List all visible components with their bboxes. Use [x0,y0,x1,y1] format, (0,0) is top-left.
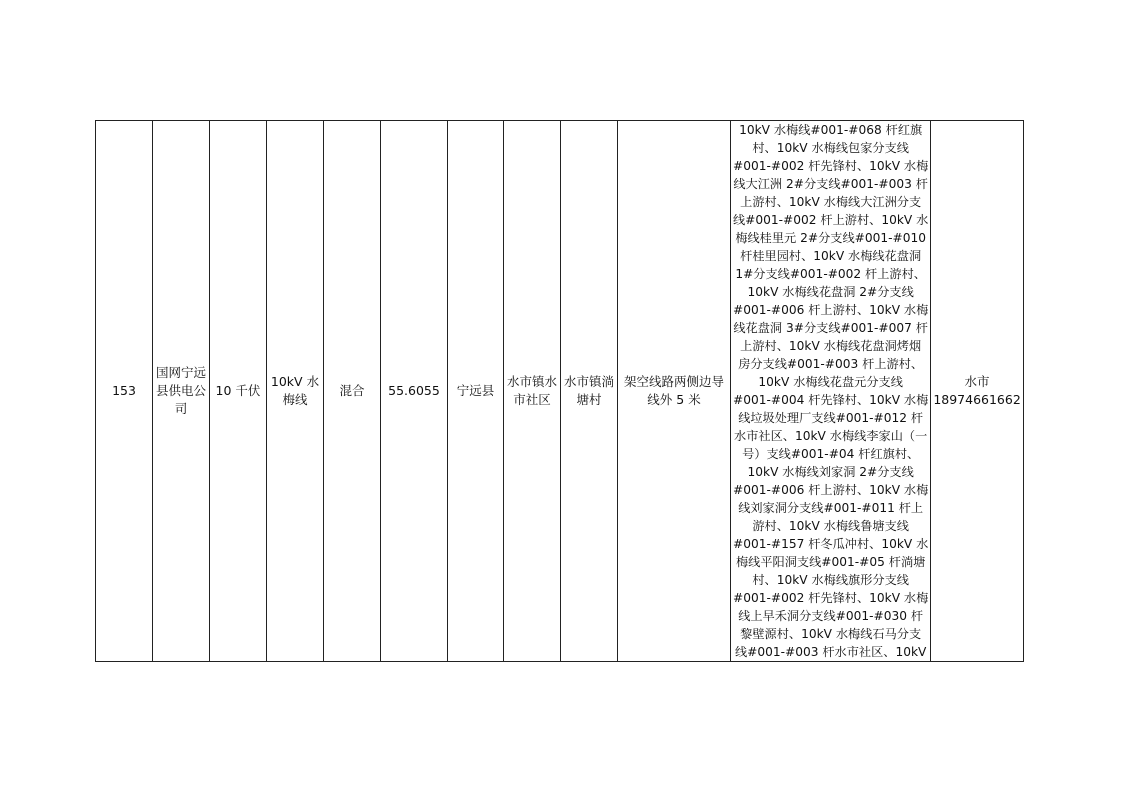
route-line: 梅线桂里元 2#分支线#001-#010 [735,231,926,246]
cell-length: 55.6055 [381,121,448,662]
route-line: 线上早禾洞分支线#001-#030 杆 [738,609,924,624]
cell-county: 宁远县 [448,121,504,662]
cell-contact: 水市 18974661662 [931,121,1023,662]
route-line: 线刘家洞分支线#001-#011 杆上 [738,501,924,516]
route-line: 梅线平阳洞支线#001-#05 杆淌塘 [735,555,926,570]
route-line: 村、10kV 水梅线包家分支线 [752,141,909,156]
cell-village: 水市镇淌 塘村 [561,121,618,662]
route-line: 线垃圾处理厂支线#001-#012 杆 [738,411,924,426]
route-line: 上游村、10kV 水梅线花盘洞烤烟 [740,339,922,354]
route-line: #001-#004 杆先锋村、10kV 水梅 [733,393,929,408]
cell-type: 混合 [324,121,381,662]
route-line: 10kV 水梅线花盘洞 2#分支线 [747,285,914,300]
route-line: 1#分支线#001-#002 杆上游村、 [735,267,926,282]
route-line: 村、10kV 水梅线旗形分支线 [752,573,909,588]
route-line: 上游村、10kV 水梅线大江洲分支 [740,195,922,210]
route-line: 房分支线#001-#003 杆上游村、 [738,357,924,372]
cell-scope: 架空线路两侧边导 线外 5 米 [618,121,731,662]
route-line: 线#001-#002 杆上游村、10kV 水 [733,213,929,228]
route-line: 10kV 水梅线刘家洞 2#分支线 [747,465,914,480]
cell-company: 国网宁远 县供电公 司 [153,121,210,662]
cell-line-name: 10kV 水 梅线 [267,121,324,662]
route-line: #001-#002 杆先锋村、10kV 水梅 [733,159,929,174]
route-line: 号）支线#001-#04 杆红旗村、 [742,447,920,462]
cell-index: 153 [96,121,153,662]
route-line: 线大江洲 2#分支线#001-#003 杆 [733,177,928,192]
route-line: 线花盘洞 3#分支线#001-#007 杆 [733,321,928,336]
power-line-table [95,120,1024,662]
route-line: #001-#002 杆先锋村、10kV 水梅 [733,591,929,606]
route-line: 10kV 水梅线花盘元分支线 [758,375,903,390]
cell-voltage: 10 千伏 [210,121,267,662]
route-line: #001-#006 杆上游村、10kV 水梅 [733,303,929,318]
route-line: #001-#006 杆上游村、10kV 水梅 [733,483,929,498]
table-row [96,121,1024,662]
route-line: #001-#157 杆冬瓜冲村、10kV 水 [733,537,929,552]
route-line: 游村、10kV 水梅线鲁塘支线 [752,519,909,534]
route-line: 黎壁源村、10kV 水梅线石马分支 [740,627,922,642]
cell-route [731,121,931,662]
route-text [733,121,928,661]
cell-town: 水市镇水 市社区 [504,121,561,662]
route-line: 线#001-#003 杆水市社区、10kV [734,645,927,660]
route-line: 杆桂里园村、10kV 水梅线花盘洞 [740,249,922,264]
route-line: 10kV 水梅线#001-#068 杆红旗 [739,123,923,137]
route-line: 水市社区、10kV 水梅线李家山（一 [734,429,928,444]
